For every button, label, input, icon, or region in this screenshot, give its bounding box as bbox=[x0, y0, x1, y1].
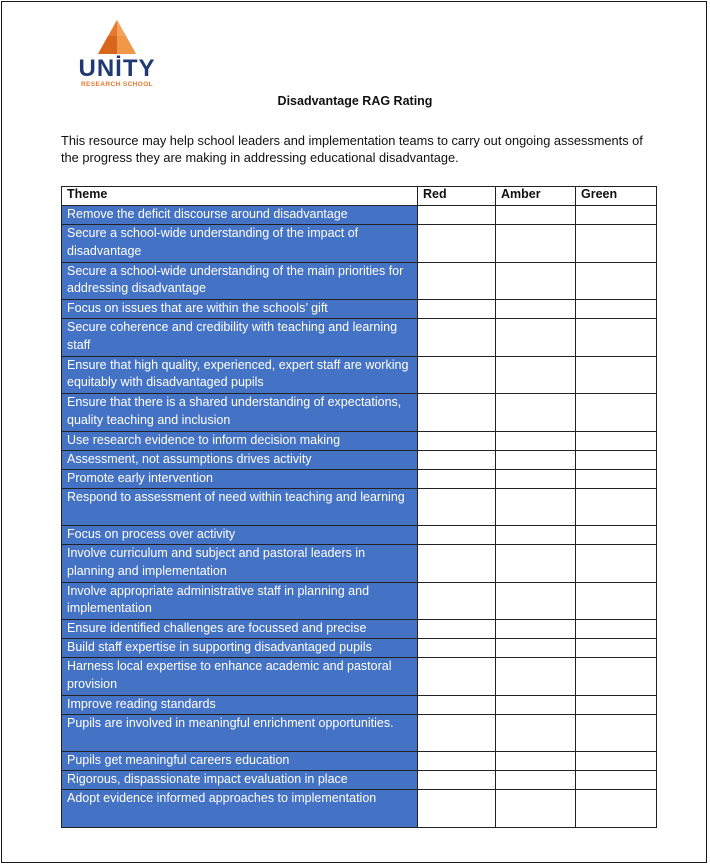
header-red: Red bbox=[418, 187, 496, 206]
amber-cell[interactable] bbox=[496, 790, 576, 828]
green-cell[interactable] bbox=[576, 620, 657, 639]
green-cell[interactable] bbox=[576, 526, 657, 545]
green-cell[interactable] bbox=[576, 488, 657, 526]
red-cell[interactable] bbox=[418, 431, 496, 450]
theme-cell: Secure a school-wide understanding of the main priorities for addressing disadvantage bbox=[62, 262, 418, 300]
table-row bbox=[62, 431, 657, 450]
table-row bbox=[62, 582, 657, 620]
red-cell[interactable] bbox=[418, 469, 496, 488]
page-title: Disadvantage RAG Rating bbox=[277, 94, 433, 108]
green-cell[interactable] bbox=[576, 300, 657, 319]
table-row bbox=[62, 714, 657, 752]
theme-cell: Focus on issues that are within the schools’ gift bbox=[62, 300, 418, 319]
document-page bbox=[1, 1, 707, 863]
logo-wordmark: UNİTY bbox=[78, 55, 156, 82]
red-cell[interactable] bbox=[418, 790, 496, 828]
theme-cell: Ensure that there is a shared understanding of expectations, quality teaching and inclusion bbox=[62, 394, 418, 432]
red-cell[interactable] bbox=[418, 620, 496, 639]
green-cell[interactable] bbox=[576, 790, 657, 828]
theme-cell: Involve curriculum and subject and pastoral leaders in planning and implementation bbox=[62, 545, 418, 583]
red-cell[interactable] bbox=[418, 319, 496, 357]
theme-cell: Focus on process over activity bbox=[62, 526, 418, 545]
table-row bbox=[62, 752, 657, 771]
red-cell[interactable] bbox=[418, 300, 496, 319]
green-cell[interactable] bbox=[576, 639, 657, 658]
table-row bbox=[62, 262, 657, 300]
amber-cell[interactable] bbox=[496, 695, 576, 714]
green-cell[interactable] bbox=[576, 431, 657, 450]
amber-cell[interactable] bbox=[496, 714, 576, 752]
amber-cell[interactable] bbox=[496, 488, 576, 526]
red-cell[interactable] bbox=[418, 582, 496, 620]
green-cell[interactable] bbox=[576, 225, 657, 263]
red-cell[interactable] bbox=[418, 695, 496, 714]
red-cell[interactable] bbox=[418, 639, 496, 658]
theme-cell: Secure coherence and credibility with teaching and learning staff bbox=[62, 319, 418, 357]
theme-cell: Build staff expertise in supporting disadvantaged pupils bbox=[62, 639, 418, 658]
red-cell[interactable] bbox=[418, 658, 496, 696]
green-cell[interactable] bbox=[576, 695, 657, 714]
green-cell[interactable] bbox=[576, 356, 657, 394]
red-cell[interactable] bbox=[418, 526, 496, 545]
green-cell[interactable] bbox=[576, 450, 657, 469]
green-cell[interactable] bbox=[576, 582, 657, 620]
red-cell[interactable] bbox=[418, 206, 496, 225]
table-row bbox=[62, 526, 657, 545]
theme-cell: Pupils are involved in meaningful enrichment opportunities. bbox=[62, 714, 418, 752]
green-cell[interactable] bbox=[576, 771, 657, 790]
table-header-row bbox=[62, 187, 657, 206]
green-cell[interactable] bbox=[576, 262, 657, 300]
red-cell[interactable] bbox=[418, 356, 496, 394]
amber-cell[interactable] bbox=[496, 545, 576, 583]
red-cell[interactable] bbox=[418, 450, 496, 469]
red-cell[interactable] bbox=[418, 488, 496, 526]
theme-cell: Pupils get meaningful careers education bbox=[62, 752, 418, 771]
theme-cell: Secure a school-wide understanding of the impact of disadvantage bbox=[62, 225, 418, 263]
theme-cell: Ensure identified challenges are focussed and precise bbox=[62, 620, 418, 639]
table-row bbox=[62, 469, 657, 488]
theme-cell: Respond to assessment of need within teaching and learning bbox=[62, 488, 418, 526]
table-row bbox=[62, 394, 657, 432]
amber-cell[interactable] bbox=[496, 206, 576, 225]
amber-cell[interactable] bbox=[496, 620, 576, 639]
red-cell[interactable] bbox=[418, 752, 496, 771]
amber-cell[interactable] bbox=[496, 319, 576, 357]
theme-cell: Remove the deficit discourse around disadvantage bbox=[62, 206, 418, 225]
amber-cell[interactable] bbox=[496, 752, 576, 771]
red-cell[interactable] bbox=[418, 545, 496, 583]
amber-cell[interactable] bbox=[496, 225, 576, 263]
amber-cell[interactable] bbox=[496, 394, 576, 432]
green-cell[interactable] bbox=[576, 714, 657, 752]
green-cell[interactable] bbox=[576, 545, 657, 583]
red-cell[interactable] bbox=[418, 394, 496, 432]
theme-cell: Rigorous, dispassionate impact evaluation in place bbox=[62, 771, 418, 790]
amber-cell[interactable] bbox=[496, 526, 576, 545]
theme-cell: Use research evidence to inform decision making bbox=[62, 431, 418, 450]
amber-cell[interactable] bbox=[496, 771, 576, 790]
table-row bbox=[62, 300, 657, 319]
table-row bbox=[62, 658, 657, 696]
amber-cell[interactable] bbox=[496, 262, 576, 300]
logo-subtitle: RESEARCH SCHOOL bbox=[80, 81, 154, 88]
table-row bbox=[62, 206, 657, 225]
amber-cell[interactable] bbox=[496, 639, 576, 658]
theme-cell: Harness local expertise to enhance academic and pastoral provision bbox=[62, 658, 418, 696]
red-cell[interactable] bbox=[418, 714, 496, 752]
green-cell[interactable] bbox=[576, 752, 657, 771]
theme-cell: Adopt evidence informed approaches to implementation bbox=[62, 790, 418, 828]
green-cell[interactable] bbox=[576, 469, 657, 488]
theme-cell: Assessment, not assumptions drives activity bbox=[62, 450, 418, 469]
amber-cell[interactable] bbox=[496, 450, 576, 469]
table-row bbox=[62, 790, 657, 828]
table-row bbox=[62, 450, 657, 469]
table-row bbox=[62, 639, 657, 658]
table-row bbox=[62, 695, 657, 714]
theme-cell: Improve reading standards bbox=[62, 695, 418, 714]
amber-cell[interactable] bbox=[496, 431, 576, 450]
rag-rating-table bbox=[61, 186, 657, 828]
red-cell[interactable] bbox=[418, 225, 496, 263]
amber-cell[interactable] bbox=[496, 300, 576, 319]
theme-cell: Ensure that high quality, experienced, expert staff are working equitably with disadvantaged pupils bbox=[62, 356, 418, 394]
theme-cell: Involve appropriate administrative staff in planning and implementation bbox=[62, 582, 418, 620]
table-row bbox=[62, 488, 657, 526]
green-cell[interactable] bbox=[576, 394, 657, 432]
table-row bbox=[62, 545, 657, 583]
theme-cell: Promote early intervention bbox=[62, 469, 418, 488]
amber-cell[interactable] bbox=[496, 356, 576, 394]
amber-cell[interactable] bbox=[496, 658, 576, 696]
header-amber: Amber bbox=[496, 187, 576, 206]
green-cell[interactable] bbox=[576, 319, 657, 357]
table-row bbox=[62, 620, 657, 639]
red-cell[interactable] bbox=[418, 262, 496, 300]
amber-cell[interactable] bbox=[496, 582, 576, 620]
table-row bbox=[62, 225, 657, 263]
table-row bbox=[62, 319, 657, 357]
intro-paragraph: This resource may help school leaders and implementation teams to carry out ongoing assessments of the progress they are making in addressing educational disadvantage. bbox=[61, 133, 643, 165]
red-cell[interactable] bbox=[418, 771, 496, 790]
table-row bbox=[62, 356, 657, 394]
header-green: Green bbox=[576, 187, 657, 206]
table-row bbox=[62, 771, 657, 790]
unity-research-school-logo bbox=[72, 20, 162, 92]
logo-triangle-icon bbox=[98, 20, 136, 54]
green-cell[interactable] bbox=[576, 206, 657, 225]
green-cell[interactable] bbox=[576, 658, 657, 696]
header-theme: Theme bbox=[62, 187, 418, 206]
amber-cell[interactable] bbox=[496, 469, 576, 488]
